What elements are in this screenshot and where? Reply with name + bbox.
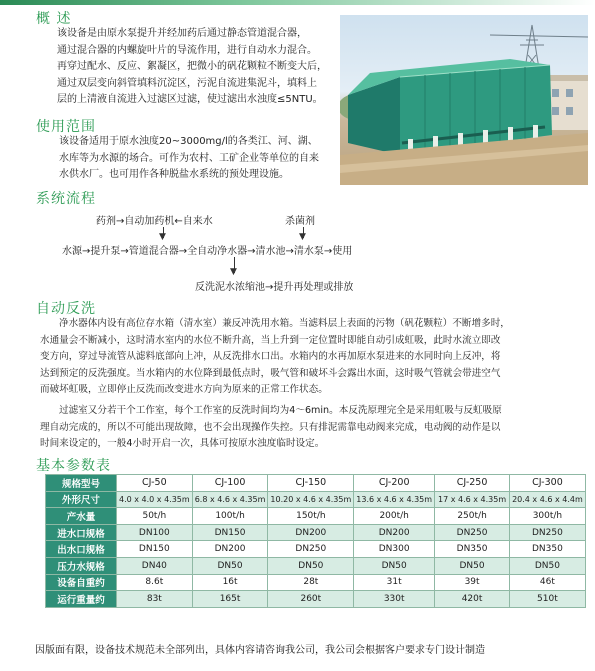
table-row-capacity: [46, 508, 586, 525]
backwash-paragraph-2: [59, 403, 502, 420]
table-cell: DN50: [435, 557, 510, 574]
table-row-dimensions: [46, 491, 586, 508]
table-cell: 330t: [354, 591, 435, 608]
table-cell: 10.20 x 4.6 x 4.35m: [268, 491, 354, 508]
flow-arrow-down-icon: ▼: [299, 232, 306, 242]
table-cell: 300t/h: [510, 508, 586, 525]
table-cell: 260t: [268, 591, 354, 608]
table-row-dry-weight: [46, 574, 586, 591]
backwash-paragraph-1-cont: [40, 333, 501, 399]
flow-backwash-line: 反洗泥水浓缩池→提升再处理或排放: [195, 282, 354, 293]
table-cell: 39t: [435, 574, 510, 591]
table-cell: 510t: [510, 591, 586, 608]
table-cell: 16t: [192, 574, 268, 591]
table-cell: 46t: [510, 574, 586, 591]
row-header: 设备自重约: [46, 574, 117, 591]
table-cell: DN250: [268, 541, 354, 558]
section-title-overview: 概 述: [36, 11, 72, 27]
table-cell: DN150: [117, 541, 193, 558]
backwash-paragraph-1: [59, 316, 510, 333]
table-cell: DN200: [354, 524, 435, 541]
row-header: 外形尺寸: [46, 491, 117, 508]
table-cell: 8.6t: [117, 574, 193, 591]
table-cell: CJ-150: [268, 475, 354, 492]
equipment-photo: [340, 15, 588, 185]
table-cell: 83t: [117, 591, 193, 608]
table-cell: DN50: [192, 557, 268, 574]
table-cell: 17 x 4.6 x 4.35m: [435, 491, 510, 508]
row-header: 运行重量约: [46, 591, 117, 608]
table-cell: CJ-300: [510, 475, 586, 492]
table-cell: CJ-200: [354, 475, 435, 492]
overview-line: 该设备是由原水泵提升并经加药后通过静态管道混合器，: [57, 28, 307, 39]
scope-line: 该设备适用于原水浊度20~3000mg/l的各类江、河、湖、: [59, 136, 318, 147]
table-cell: 50t/h: [117, 508, 193, 525]
row-header: 压力水规格: [46, 557, 117, 574]
table-cell: 250t/h: [435, 508, 510, 525]
table-cell: DN200: [268, 524, 354, 541]
flow-main-line: 水源→提升泵→管道混合器→全自动净水器→清水池→清水泵→使用: [62, 246, 353, 257]
backwash-line: 变方向，穿过导流管从滤料底部向上冲，从反洗排水口出。水箱内的水再加原水泵进来的水同时向上反冲，将: [40, 351, 501, 362]
table-cell: DN250: [435, 524, 510, 541]
table-cell: CJ-100: [192, 475, 268, 492]
top-decor-strip: [0, 0, 595, 5]
backwash-line: 水通量会不断减小，这时清水室内的水位不断升高，当上升到一定位置时即能自动引成虹吸，此时水流立即改: [40, 334, 501, 346]
section-title-backwash: 自动反洗: [36, 301, 96, 317]
table-cell: 420t: [435, 591, 510, 608]
section-title-params: 基本参数表: [36, 458, 111, 474]
table-cell: 200t/h: [354, 508, 435, 525]
table-row-operating-weight: [46, 591, 586, 608]
backwash-line: 而破坏虹吸，立即停止反洗而改变进水方向为原来的正常工作状态。: [40, 384, 328, 395]
overview-text: [57, 26, 327, 109]
table-cell: 31t: [354, 574, 435, 591]
table-cell: CJ-250: [435, 475, 510, 492]
scope-line: 水供水厂。也可用作各种脱盐水系统的预处理设施。: [59, 169, 289, 180]
table-row-outlet: [46, 541, 586, 558]
table-cell: 20.4 x 4.6 x 4.4m: [510, 491, 586, 508]
flow-dosing-line: 药剂→自动加药机←自来水: [96, 216, 213, 227]
table-cell: DN350: [435, 541, 510, 558]
backwash-line: 达到预定的反洗强度。当水箱内的水位降到最低点时，吸气管和破坏斗会露出水面，这时吸气管就会带进空气: [40, 367, 501, 379]
table-cell: 100t/h: [192, 508, 268, 525]
table-cell: DN350: [510, 541, 586, 558]
spec-table: [45, 474, 586, 608]
backwash-paragraph-2-cont: [40, 420, 501, 453]
table-cell: DN40: [117, 557, 193, 574]
flow-disinfectant: 杀菌剂: [285, 216, 315, 227]
row-header: 规格型号: [46, 475, 117, 492]
table-cell: 150t/h: [268, 508, 354, 525]
backwash-line: 理自动完成的，所以不可能出现故障，也不会出现操作失控。只有排泥需靠电动阀来完成，电动阀的动作是以: [40, 421, 501, 433]
scope-text: [59, 134, 319, 184]
table-cell: 13.6 x 4.6 x 4.35m: [354, 491, 435, 508]
table-row-inlet: [46, 524, 586, 541]
flow-arrow-down-icon: ▼: [230, 267, 237, 277]
overview-line: 再穿过配水、反应、絮凝区，把微小的矾花颗粒不断变大后，: [57, 61, 327, 72]
table-row-model: [46, 475, 586, 492]
table-cell: 165t: [192, 591, 268, 608]
backwash-line: 时间来设定的，一般4小时开启一次，具体可按原水浊度临时设定。: [40, 438, 325, 449]
backwash-line: 净水器体内设有高位存水箱（清水室）兼反冲洗用水箱。当滤料层上表面的污物（矾花颗粒）不断增多时，: [59, 318, 510, 329]
overview-line: 通过双层变向斜管填料沉淀区，污泥自流进集泥斗，填料上: [57, 77, 317, 89]
footer-note: 因版面有限，设备技术规范未全部列出，具体内容请咨询我公司，我公司会根据客户要求专门设计制造: [35, 645, 485, 656]
table-cell: DN100: [117, 524, 193, 541]
table-cell: DN50: [510, 557, 586, 574]
row-header: 进水口规格: [46, 524, 117, 541]
section-title-scope: 使用范围: [36, 119, 96, 135]
table-cell: DN50: [354, 557, 435, 574]
overview-line: 层的上清液自流进入过滤区过滤，使过滤出水浊度≤5NTU。: [57, 94, 323, 105]
row-header: 产水量: [46, 508, 117, 525]
row-header: 出水口规格: [46, 541, 117, 558]
table-cell: 4.0 x 4.0 x 4.35m: [117, 491, 193, 508]
table-cell: DN200: [192, 541, 268, 558]
table-cell: 28t: [268, 574, 354, 591]
table-row-pressure: [46, 557, 586, 574]
backwash-line: 过滤室又分若干个工作室，每个工作室的反洗时间均为4～6min。本反洗原理完全是采用虹吸与反虹吸原: [59, 405, 502, 416]
table-cell: DN250: [510, 524, 586, 541]
table-cell: DN150: [192, 524, 268, 541]
scope-line: 水库等为水源的场合。可作为农村、工矿企业等单位的自来: [59, 152, 319, 164]
overview-line: 通过混合器的内螺旋叶片的导流作用，进行自动水力混合。: [57, 44, 317, 56]
flow-arrow-down-icon: ▼: [159, 232, 166, 242]
section-title-process: 系统流程: [36, 191, 96, 207]
table-cell: DN300: [354, 541, 435, 558]
table-cell: 6.8 x 4.6 x 4.35m: [192, 491, 268, 508]
table-cell: DN50: [268, 557, 354, 574]
table-cell: CJ-50: [117, 475, 193, 492]
